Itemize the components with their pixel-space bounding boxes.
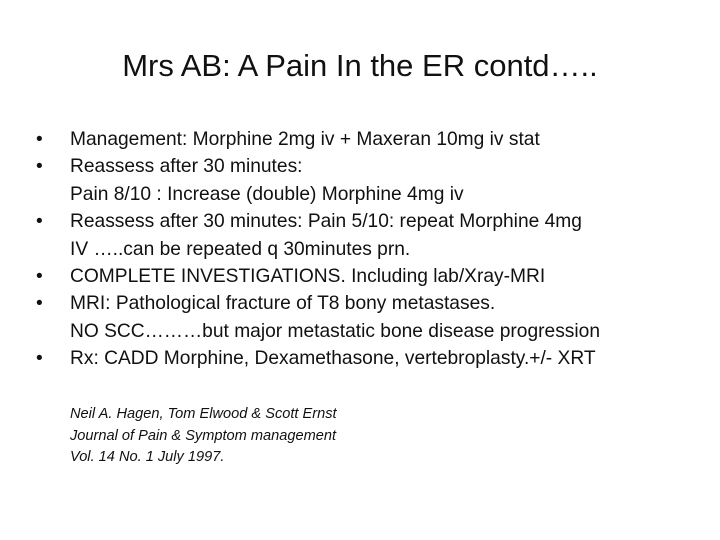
bullet-item <box>36 153 696 208</box>
bullet-item <box>36 263 696 290</box>
bullet-item <box>36 290 696 345</box>
bullet-item <box>36 345 696 372</box>
bullet-dot-icon: • <box>36 293 43 315</box>
bullet-line: Rx: CADD Morphine, Dexamethasone, vertebroplasty.+/- XRT <box>70 348 596 370</box>
bullet-line: Management: Morphine 2mg iv + Maxeran 10mg iv stat <box>70 129 540 150</box>
bullet-dot-icon: • <box>36 266 43 288</box>
bullet-item <box>36 208 696 263</box>
bullet-dot-icon: • <box>36 156 43 178</box>
citation-authors: Neil A. Hagen, Tom Elwood & Scott Ernst <box>70 406 337 422</box>
citation <box>70 404 337 469</box>
bullet-line: Pain 8/10 : Increase (double) Morphine 4mg iv <box>70 183 464 205</box>
bullet-line: Reassess after 30 minutes: <box>70 156 303 178</box>
bullet-line: MRI: Pathological fracture of T8 bony metastases. <box>70 293 496 315</box>
bullet-list <box>36 126 696 373</box>
bullet-dot-icon: • <box>36 129 43 150</box>
citation-journal: Journal of Pain & Symptom management <box>70 427 337 444</box>
bullet-dot-icon: • <box>36 348 43 370</box>
bullet-dot-icon: • <box>36 211 43 233</box>
bullet-line: NO SCC………but major metastatic bone disease progression <box>70 320 601 342</box>
bullet-line: COMPLETE INVESTIGATIONS. Including lab/Xray-MRI <box>70 266 546 288</box>
slide-title: Mrs AB: A Pain In the ER contd….. <box>122 48 598 83</box>
bullet-line: IV …..can be repeated q 30minutes prn. <box>70 238 411 260</box>
bullet-line: Reassess after 30 minutes: Pain 5/10: repeat Morphine 4mg <box>70 211 582 233</box>
citation-volume: Vol. 14 No. 1 July 1997. <box>70 449 225 465</box>
bullet-item <box>36 126 696 153</box>
